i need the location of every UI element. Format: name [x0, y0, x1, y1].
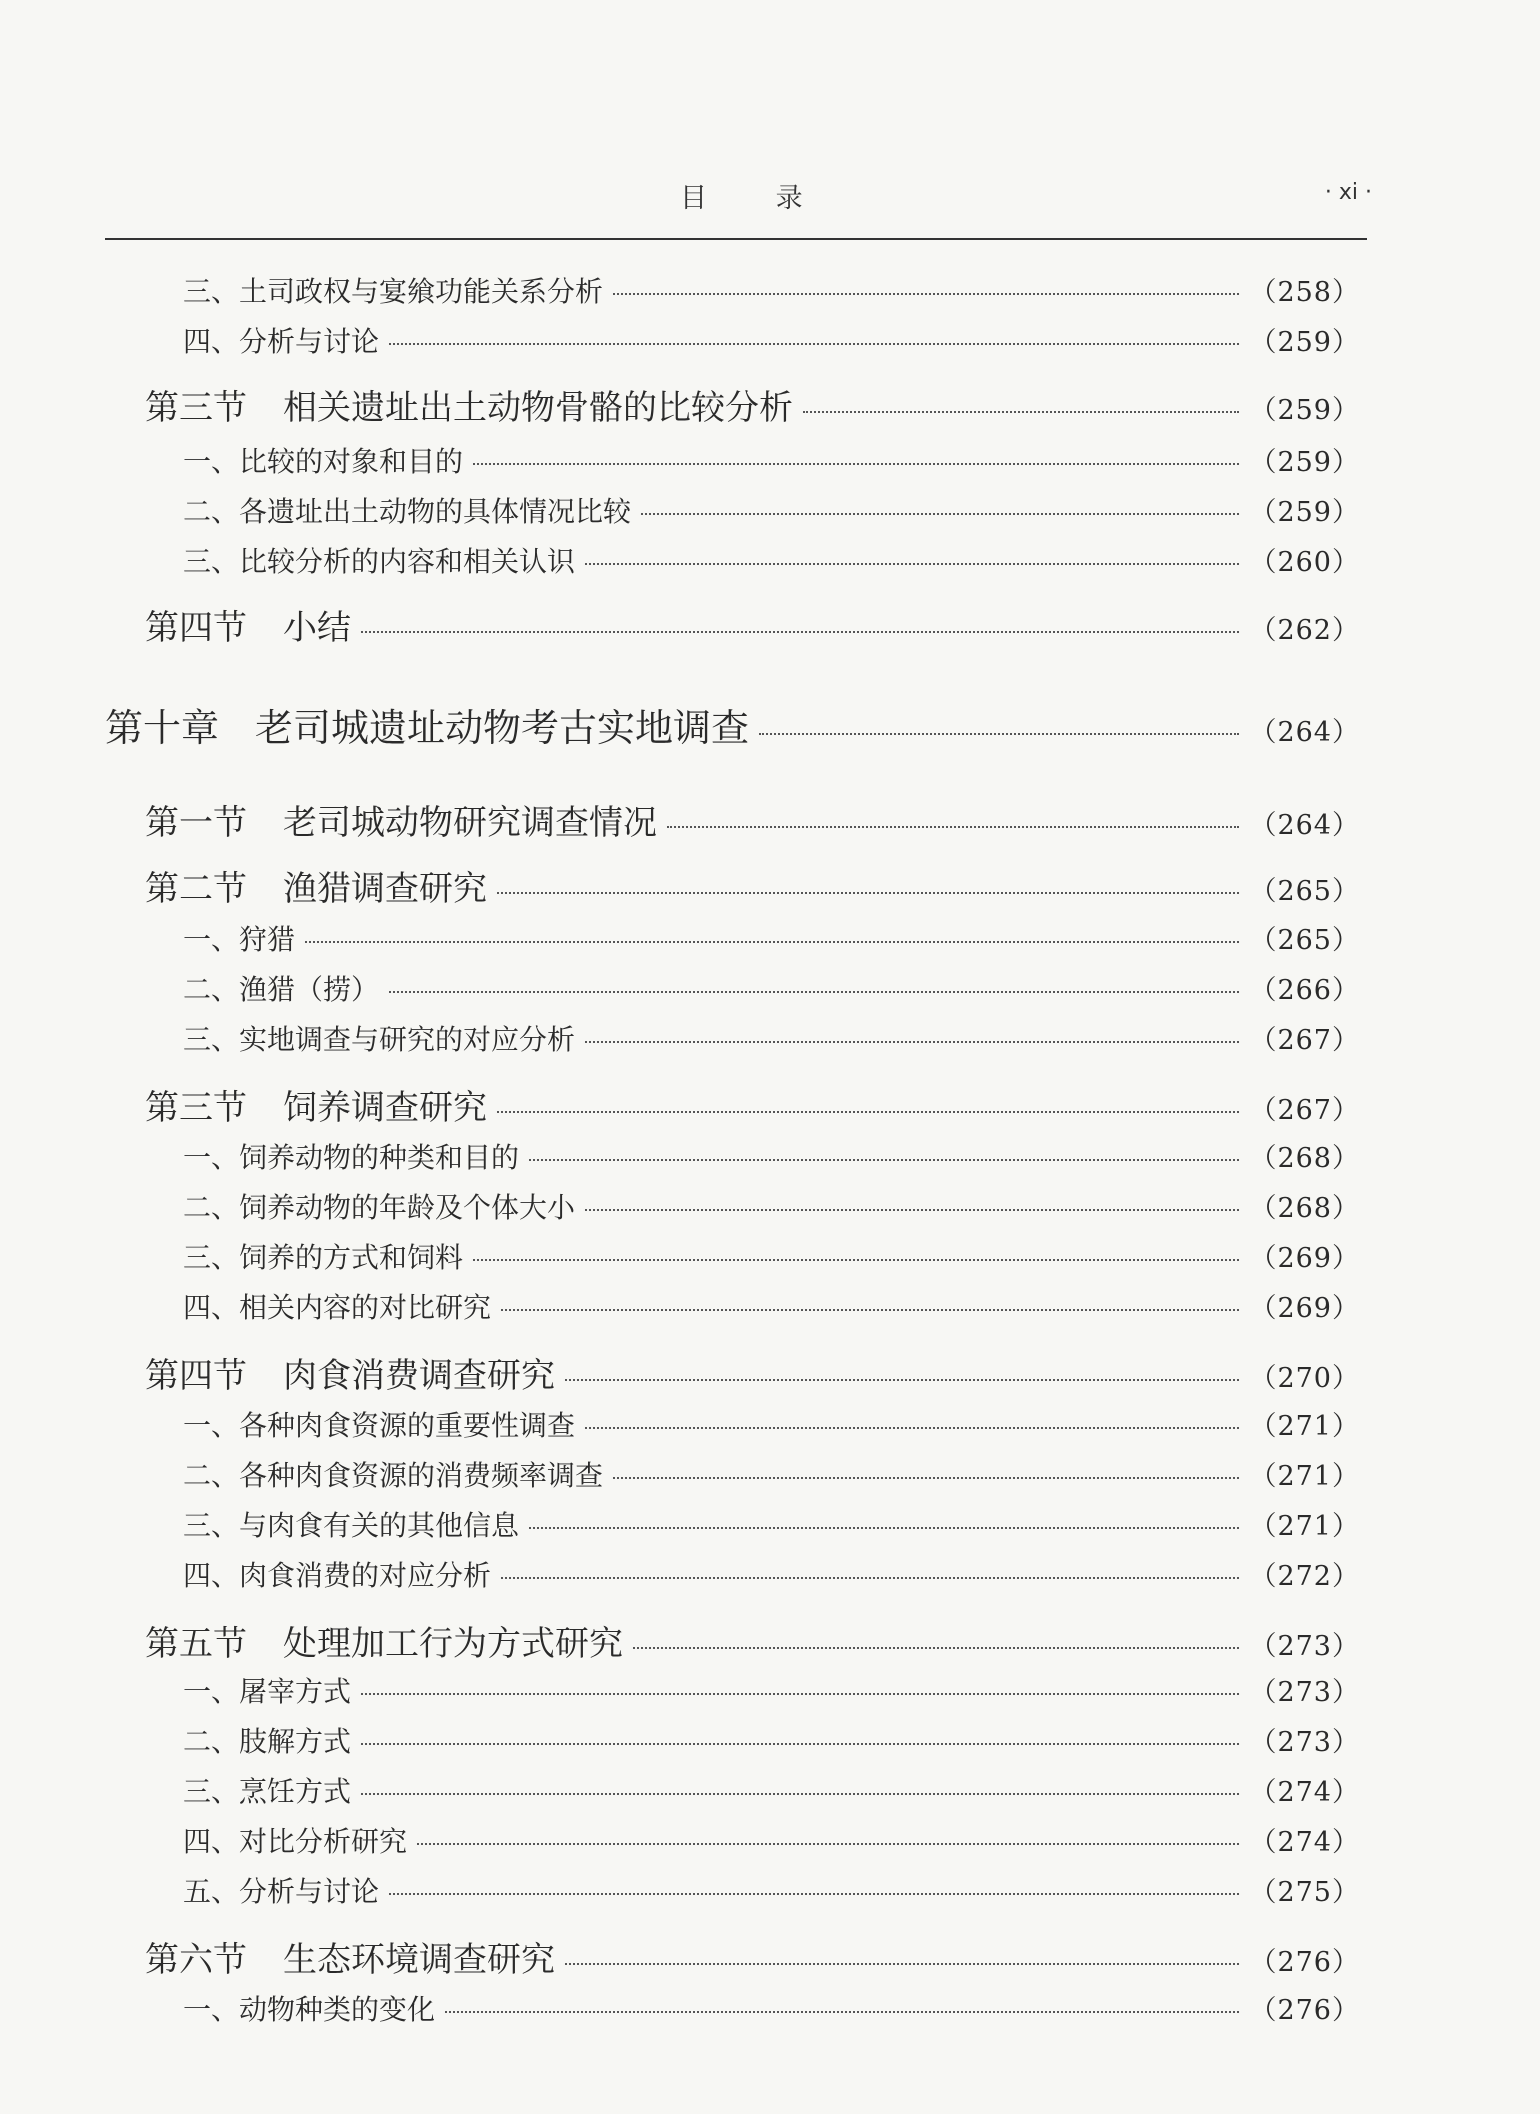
toc-page-number: （259）	[1249, 327, 1360, 358]
toc-entry-label: 三、比较分析的内容和相关认识	[183, 545, 576, 578]
dot-leader	[565, 1963, 1239, 1965]
toc-entry-label: 四、相关内容的对比研究	[183, 1291, 492, 1324]
dot-leader	[529, 1159, 1239, 1161]
toc-subsection-entry	[183, 540, 1360, 580]
toc-entry-title: 肉食消费调查研究	[283, 1356, 555, 1396]
toc-page-number: （259）	[1249, 497, 1360, 528]
toc-page-number: （259）	[1249, 395, 1360, 426]
toc-entry-label	[145, 600, 351, 649]
toc-section-entry	[145, 861, 1360, 910]
toc-page-number: （273）	[1249, 1727, 1360, 1758]
toc-entry-label	[145, 861, 487, 910]
header-title: 目 录	[680, 183, 833, 214]
dot-leader	[389, 991, 1239, 993]
toc-entry-label: 四、肉食消费的对应分析	[183, 1559, 492, 1592]
dot-leader	[361, 1793, 1239, 1795]
toc-entry-label: 一、饲养动物的种类和目的	[183, 1141, 520, 1174]
toc-page-number: （270）	[1249, 1363, 1360, 1394]
toc-subsection-entry	[183, 1820, 1360, 1860]
toc-page-number: （258）	[1249, 277, 1360, 308]
toc-page-number: （264）	[1249, 810, 1360, 841]
toc-subsection-entry	[183, 1720, 1360, 1760]
toc-subsection-entry	[183, 1770, 1360, 1810]
dot-leader	[565, 1379, 1239, 1381]
dot-leader	[497, 1111, 1239, 1113]
toc-page-number: （268）	[1249, 1193, 1360, 1224]
toc-subsection-entry	[183, 490, 1360, 530]
dot-leader	[803, 411, 1239, 413]
toc-entry-number: 第三节	[145, 388, 247, 428]
dot-leader	[473, 463, 1239, 465]
toc-section-entry	[145, 1932, 1360, 1981]
toc-entry-label	[145, 1932, 555, 1981]
toc-entry-title: 老司城动物研究调查情况	[283, 803, 657, 843]
toc-page-number: （269）	[1249, 1293, 1360, 1324]
toc-entry-title: 生态环境调查研究	[283, 1940, 555, 1980]
dot-leader	[613, 293, 1239, 295]
toc-page-number: （265）	[1249, 925, 1360, 956]
toc-entry-label: 三、饲养的方式和饲料	[183, 1241, 464, 1274]
toc-section-entry	[145, 380, 1360, 429]
toc-subsection-entry	[183, 1454, 1360, 1494]
dot-leader	[501, 1577, 1239, 1579]
toc-entry-number: 第六节	[145, 1940, 247, 1980]
dot-leader	[585, 1041, 1239, 1043]
dot-leader	[389, 343, 1239, 345]
toc-entry-number: 第一节	[145, 803, 247, 843]
toc-entry-label: 一、动物种类的变化	[183, 1993, 436, 2026]
toc-subsection-entry	[183, 1404, 1360, 1444]
toc-page-number: （268）	[1249, 1143, 1360, 1174]
toc-subsection-entry	[183, 1018, 1360, 1058]
toc-entry-label: 三、与肉食有关的其他信息	[183, 1509, 520, 1542]
toc-section-entry	[145, 1080, 1360, 1129]
toc-page-number: （276）	[1249, 1995, 1360, 2026]
toc-entry-label	[145, 1348, 555, 1397]
toc-page-number: （276）	[1249, 1947, 1360, 1978]
toc-entry-number: 第五节	[145, 1624, 247, 1664]
dot-leader	[641, 513, 1239, 515]
toc-page-number: （275）	[1249, 1877, 1360, 1908]
toc-page-number: （264）	[1249, 717, 1360, 748]
toc-subsection-entry	[183, 1670, 1360, 1710]
toc-entry-label	[105, 697, 749, 752]
dot-leader	[445, 2011, 1239, 2013]
toc-section-entry	[145, 1616, 1360, 1665]
toc-page-number: （271）	[1249, 1511, 1360, 1542]
toc-chapter-entry	[105, 697, 1360, 752]
toc-page-number: （262）	[1249, 615, 1360, 646]
toc-entry-label: 一、各种肉食资源的重要性调查	[183, 1409, 576, 1442]
dot-leader	[305, 941, 1239, 943]
toc-section-entry	[145, 1348, 1360, 1397]
toc-entry-title: 处理加工行为方式研究	[283, 1624, 623, 1664]
dot-leader	[759, 733, 1239, 735]
toc-entry-label: 二、各种肉食资源的消费频率调查	[183, 1459, 604, 1492]
toc-entry-label: 五、分析与讨论	[183, 1875, 380, 1908]
toc-page-number: （274）	[1249, 1827, 1360, 1858]
dot-leader	[585, 1209, 1239, 1211]
toc-subsection-entry	[183, 270, 1360, 310]
toc-subsection-entry	[183, 1504, 1360, 1544]
toc-entry-label	[145, 795, 657, 844]
toc-entry-label	[145, 1616, 623, 1665]
toc-subsection-entry	[183, 1870, 1360, 1910]
toc-entry-number: 第四节	[145, 608, 247, 648]
toc-entry-label: 二、饲养动物的年龄及个体大小	[183, 1191, 576, 1224]
toc-entry-number: 第十章	[105, 706, 220, 750]
toc-page-number: （260）	[1249, 547, 1360, 578]
toc-entry-title: 老司城遗址动物考古实地调查	[255, 706, 750, 750]
toc-page-number: （271）	[1249, 1411, 1360, 1442]
toc-page-number: （269）	[1249, 1243, 1360, 1274]
toc-entry-label: 二、肢解方式	[183, 1725, 352, 1758]
toc-subsection-entry	[183, 320, 1360, 360]
dot-leader	[585, 1427, 1239, 1429]
toc-entry-title: 小结	[283, 608, 351, 648]
toc-subsection-entry	[183, 1554, 1360, 1594]
page-header	[0, 176, 1540, 220]
toc-entry-title: 渔猎调查研究	[283, 869, 487, 909]
toc-page-number: （259）	[1249, 447, 1360, 478]
toc-subsection-entry	[183, 968, 1360, 1008]
toc-page-number: （266）	[1249, 975, 1360, 1006]
toc-entry-title: 相关遗址出土动物骨骼的比较分析	[283, 388, 793, 428]
toc-entry-label	[145, 1080, 487, 1129]
toc-entry-label	[145, 380, 793, 429]
toc-subsection-entry	[183, 1136, 1360, 1176]
toc-subsection-entry	[183, 1186, 1360, 1226]
toc-subsection-entry	[183, 440, 1360, 480]
dot-leader	[389, 1893, 1239, 1895]
toc-entry-title: 饲养调查研究	[283, 1088, 487, 1128]
dot-leader	[361, 631, 1239, 633]
toc-page-number: （267）	[1249, 1095, 1360, 1126]
dot-leader	[417, 1843, 1239, 1845]
toc-entry-label: 一、比较的对象和目的	[183, 445, 464, 478]
toc-entry-number: 第二节	[145, 869, 247, 909]
toc-page-number: （272）	[1249, 1561, 1360, 1592]
toc-entry-label: 四、对比分析研究	[183, 1825, 408, 1858]
toc-entry-label: 二、渔猎（捞）	[183, 973, 380, 1006]
dot-leader	[667, 826, 1239, 828]
dot-leader	[473, 1259, 1239, 1261]
toc-page-number: （265）	[1249, 876, 1360, 907]
header-rule	[105, 238, 1367, 240]
toc-subsection-entry	[183, 1286, 1360, 1326]
dot-leader	[529, 1527, 1239, 1529]
dot-leader	[497, 892, 1239, 894]
toc-entry-number: 第三节	[145, 1088, 247, 1128]
toc-subsection-entry	[183, 1236, 1360, 1276]
dot-leader	[613, 1477, 1239, 1479]
toc-page-number: （267）	[1249, 1025, 1360, 1056]
toc-entry-label: 一、屠宰方式	[183, 1675, 352, 1708]
toc-entry-label: 四、分析与讨论	[183, 325, 380, 358]
header-page-number: · xi ·	[1324, 180, 1372, 205]
dot-leader	[633, 1647, 1239, 1649]
toc-page-number: （273）	[1249, 1677, 1360, 1708]
toc-subsection-entry	[183, 1988, 1360, 2028]
dot-leader	[585, 563, 1239, 565]
toc-section-entry	[145, 600, 1360, 649]
dot-leader	[501, 1309, 1239, 1311]
dot-leader	[361, 1693, 1239, 1695]
toc-page-number: （271）	[1249, 1461, 1360, 1492]
toc-page-number: （273）	[1249, 1631, 1360, 1662]
toc-entry-label: 三、烹饪方式	[183, 1775, 352, 1808]
toc-subsection-entry	[183, 918, 1360, 958]
toc-entry-label: 一、狩猎	[183, 923, 296, 956]
toc-entry-label: 二、各遗址出土动物的具体情况比较	[183, 495, 632, 528]
toc-entry-label: 三、土司政权与宴飨功能关系分析	[183, 275, 604, 308]
toc-section-entry	[145, 795, 1360, 844]
toc-entry-number: 第四节	[145, 1356, 247, 1396]
dot-leader	[361, 1743, 1239, 1745]
toc-page-number: （274）	[1249, 1777, 1360, 1808]
toc-entry-label: 三、实地调查与研究的对应分析	[183, 1023, 576, 1056]
